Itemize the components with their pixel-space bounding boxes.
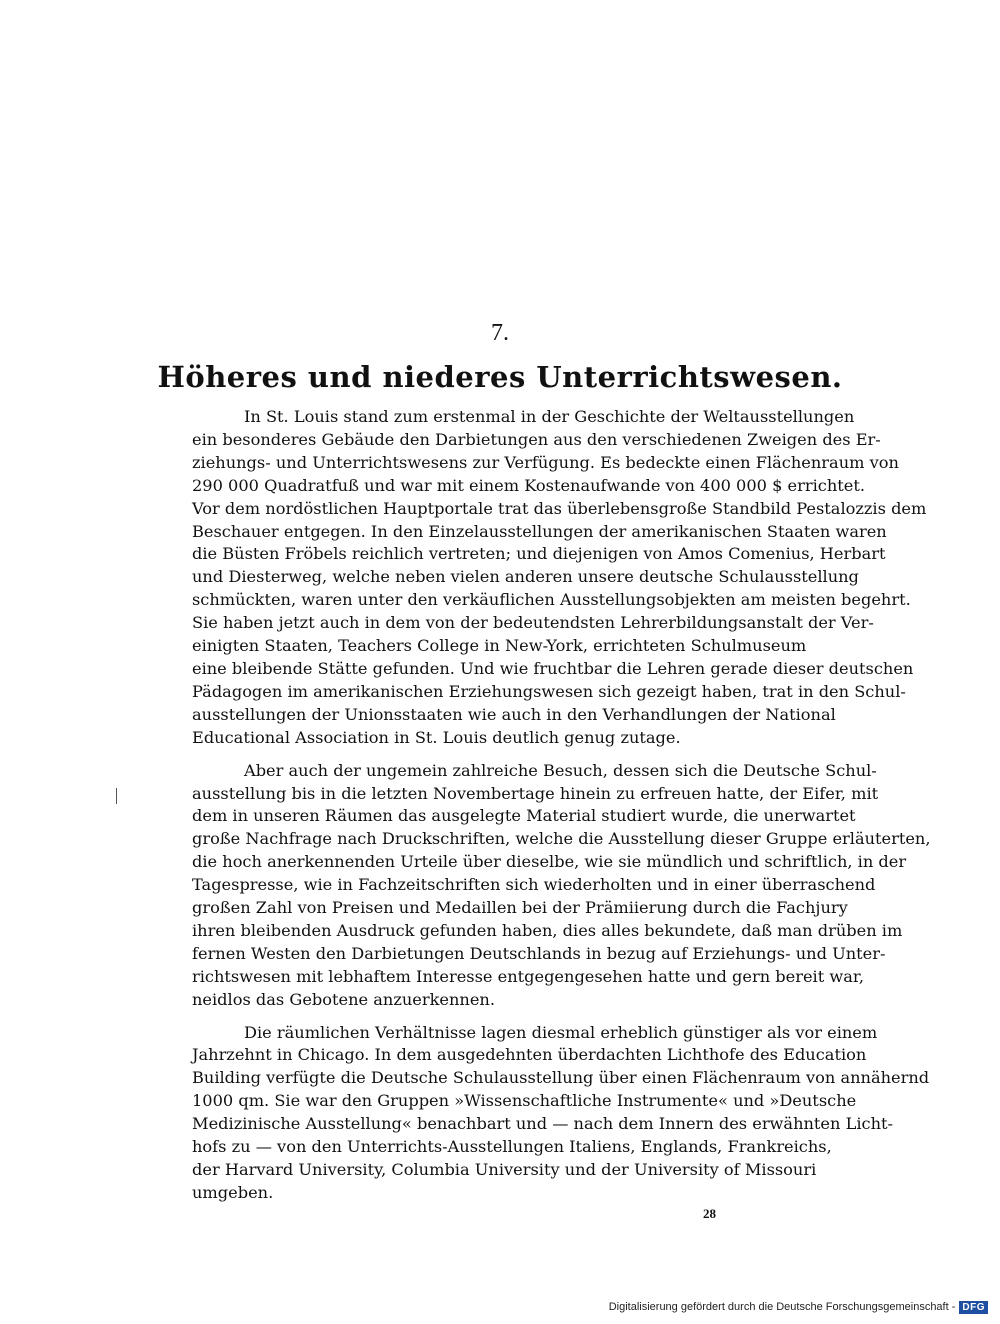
footer-credit-text: Digitalisierung gefördert durch die Deutsche Forschungsgemeinschaft - xyxy=(608,1301,956,1313)
text-line: dem in unseren Räumen das ausgelegte Material studiert wurde, die unerwartet xyxy=(192,806,856,826)
text-line: großen Zahl von Preisen und Medaillen bei der Prämiierung durch die Fachjury xyxy=(192,898,848,918)
paragraph xyxy=(192,406,927,750)
paragraph xyxy=(192,760,931,1012)
text-line: Tagespresse, wie in Fachzeitschriften sich wiederholten und in einer überraschend xyxy=(192,875,876,895)
text-line: Sie haben jetzt auch in dem von der bedeutendsten Lehrerbildungsanstalt der Ver- xyxy=(192,613,874,633)
text-line: 1000 qm. Sie war den Gruppen »Wissenschaftliche Instrumente« und »Deutsche xyxy=(192,1091,857,1111)
text-line: die Büsten Fröbels reichlich vertreten; und diejenigen von Amos Comenius, Herbart xyxy=(192,544,886,564)
text-line: und Diesterweg, welche neben vielen anderen unsere deutsche Schulausstellung xyxy=(192,567,859,587)
text-line: die hoch anerkennenden Urteile über dieselbe, wie sie mündlich und schriftlich, in der xyxy=(192,852,907,872)
text-line: ihren bleibenden Ausdruck gefunden haben, dies alles bekundete, daß man drüben im xyxy=(192,920,903,940)
chapter-number: 7. xyxy=(491,320,509,346)
text-line: Pädagogen im amerikanischen Erziehungswesen sich gezeigt haben, trat in den Schul- xyxy=(192,681,906,701)
text-line: Jahrzehnt in Chicago. In dem ausgedehnten überdachten Lichthofe des Education xyxy=(192,1045,867,1065)
text-line: ausstellung bis in die letzten Novembertage hinein zu erfreuen hatte, der Eifer, mit xyxy=(192,783,879,803)
text-line: hofs zu — von den Unterrichts-Ausstellungen Italiens, Englands, Frankreichs, xyxy=(192,1137,832,1157)
text-line: richtswesen mit lebhaftem Interesse entgegengesehen hatte und gern bereit war, xyxy=(192,966,864,986)
digitization-footer xyxy=(609,1298,988,1316)
text-line: Aber auch der ungemein zahlreiche Besuch, dessen sich die Deutsche Schul- xyxy=(244,760,877,780)
paragraph xyxy=(192,1022,930,1205)
text-line: eine bleibende Stätte gefunden. Und wie fruchtbar die Lehren gerade dieser deutschen xyxy=(192,658,914,678)
dfg-logo: DFG xyxy=(959,1301,988,1314)
page-number: 28 xyxy=(703,1206,716,1221)
text-line: Beschauer entgegen. In den Einzelausstellungen der amerikanischen Staaten waren xyxy=(192,521,887,541)
text-line: Medizinische Ausstellung« benachbart und — nach dem Innern des erwähnten Licht- xyxy=(192,1114,893,1134)
text-line: einigten Staaten, Teachers College in New-York, errichteten Schulmuseum xyxy=(192,636,807,656)
text-line: 290 000 Quadratfuß und war mit einem Kostenaufwande von 400 000 $ errichtet. xyxy=(192,475,866,495)
text-line: umgeben. xyxy=(192,1182,274,1202)
text-line: schmückten, waren unter den verkäuflichen Ausstellungsobjekten am meisten begehrt. xyxy=(192,590,911,610)
text-line: ein besonderes Gebäude den Darbietungen aus den verschiedenen Zweigen des Er- xyxy=(192,429,881,449)
text-line: große Nachfrage nach Druckschriften, welche die Ausstellung dieser Gruppe erläuterten, xyxy=(192,829,931,849)
paragraph-gap xyxy=(192,750,804,760)
text-line: ziehungs- und Unterrichtswesens zur Verfügung. Es bedeckte einen Flächenraum von xyxy=(192,452,899,472)
text-line: Vor dem nordöstlichen Hauptportale trat das überlebensgroße Standbild Pestalozzis dem xyxy=(192,498,927,518)
text-line: Die räumlichen Verhältnisse lagen diesmal erheblich günstiger als vor einem xyxy=(244,1022,878,1042)
text-line: ausstellungen der Unionsstaaten wie auch in den Verhandlungen der National xyxy=(192,704,836,724)
text-line: der Harvard University, Columbia University und der University of Missouri xyxy=(192,1160,817,1179)
paragraph-gap xyxy=(192,1012,804,1022)
margin-mark xyxy=(116,788,117,804)
text-line: In St. Louis stand zum erstenmal in der Geschichte der Weltausstellungen xyxy=(244,407,855,426)
text-line: neidlos das Gebotene anzuerkennen. xyxy=(192,989,495,1009)
body-text xyxy=(192,406,931,1205)
text-line: Building verfügte die Deutsche Schulausstellung über einen Flächenraum von annähernd xyxy=(192,1068,930,1088)
text-line: fernen Westen den Darbietungen Deutschlands in bezug auf Erziehungs- und Unter- xyxy=(192,943,886,963)
text-line: Educational Association in St. Louis deutlich genug zutage. xyxy=(192,727,681,747)
chapter-title: Höheres und niederes Unterrichtswesen. xyxy=(157,360,843,394)
